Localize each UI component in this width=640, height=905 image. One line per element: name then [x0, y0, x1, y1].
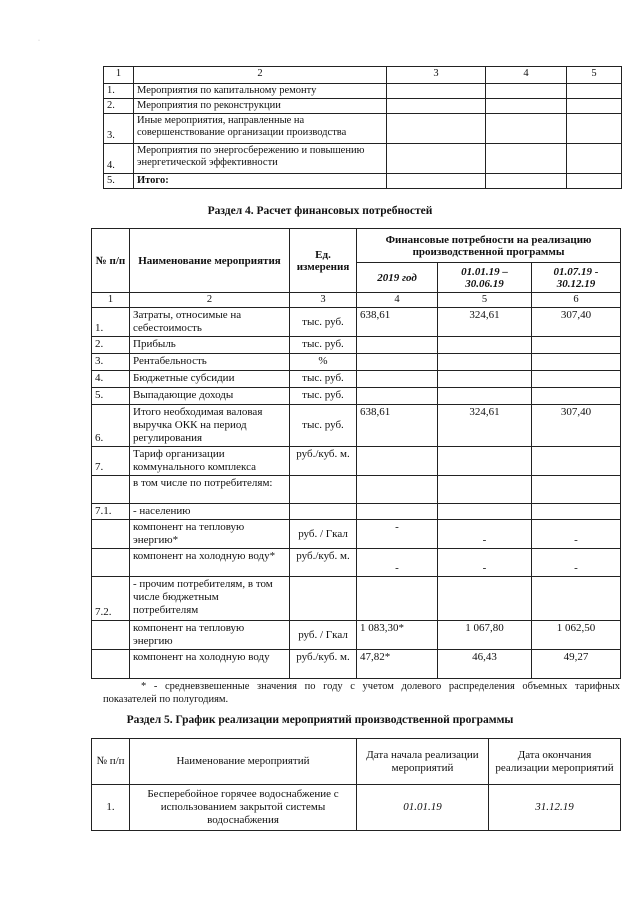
table-row: [92, 577, 621, 621]
row-name: - населению: [130, 504, 290, 520]
row-name: Тариф организации коммунального комплекса: [130, 447, 290, 476]
row-number: 7.1.: [92, 504, 130, 520]
column-numbers-row: [92, 293, 621, 308]
table-row: [92, 405, 621, 447]
col-header: 3: [387, 67, 486, 84]
value-cell: 47,82*: [357, 650, 438, 679]
row-name: компонент на холодную воду*: [130, 549, 290, 577]
col-header-start: Дата начала реализации мероприятий: [357, 739, 489, 785]
col-header: 4: [486, 67, 567, 84]
row-name: Затраты, относимые на себестоимость: [130, 308, 290, 337]
table-row: [92, 447, 621, 476]
row-number: 7.: [92, 447, 130, 476]
value-cell: 307,40: [532, 405, 621, 447]
row-name: Итого:: [134, 174, 387, 189]
value-cell: 46,43: [438, 650, 532, 679]
scan-mark: ·: [38, 38, 40, 44]
measures-table: [103, 66, 622, 189]
table-row: [104, 99, 622, 114]
col-number: 4: [357, 293, 438, 308]
row-number: 5.: [92, 388, 130, 405]
col-header-name: Наименование мероприятия: [130, 229, 290, 293]
table-header-row: [92, 739, 621, 785]
row-unit: тыс. руб.: [290, 337, 357, 354]
table-row: [104, 174, 622, 189]
row-name: Мероприятия по реконструкции: [134, 99, 387, 114]
row-name: Бюджетные субсидии: [130, 371, 290, 388]
row-name: Мероприятия по капитальному ремонту: [134, 84, 387, 99]
row-number: 4.: [104, 144, 134, 174]
value-cell: -: [357, 549, 438, 577]
financial-needs-table: [91, 228, 621, 679]
row-name: Бесперебойное горячее водоснабжение с использованием закрытой системы водоснабжения: [130, 785, 357, 831]
value-cell: -: [438, 549, 532, 577]
row-name: в том числе по потребителям:: [130, 476, 290, 504]
value-cell: 324,61: [438, 308, 532, 337]
value-cell: 324,61: [438, 405, 532, 447]
row-name: Выпадающие доходы: [130, 388, 290, 405]
row-name: Иные мероприятия, направленные на совершенствование организации производства: [134, 114, 387, 144]
row-number: 2.: [104, 99, 134, 114]
value-cell: 1 083,30*: [357, 621, 438, 650]
value-cell: -: [438, 520, 532, 549]
col-header-num: № п/п: [92, 229, 130, 293]
col-number: 6: [532, 293, 621, 308]
value-cell: 49,27: [532, 650, 621, 679]
row-number: 5.: [104, 174, 134, 189]
value-cell: 638,61: [357, 308, 438, 337]
col-header-name: Наименование мероприятий: [130, 739, 357, 785]
col-header-financial: Финансовые потребности на реализацию производственной программы: [357, 229, 621, 263]
table-row: [92, 354, 621, 371]
row-name: - прочим потребителям, в том числе бюджетным потребителям: [130, 577, 290, 621]
schedule-table: [91, 738, 621, 831]
row-name: Мероприятия по энергосбережению и повышению энергетической эффективности: [134, 144, 387, 174]
row-unit: руб. / Гкал: [290, 621, 357, 650]
table-row: [104, 144, 622, 174]
row-number: 4.: [92, 371, 130, 388]
section-5-title: Раздел 5. График реализации мероприятий производственной программы: [126, 714, 514, 726]
value-cell: -: [532, 549, 621, 577]
row-unit: руб./куб. м.: [290, 447, 357, 476]
footnote: [103, 680, 620, 706]
col-header: 5: [567, 67, 622, 84]
table-row: [92, 388, 621, 405]
row-name: компонент на холодную воду: [130, 650, 290, 679]
value-cell: -: [532, 520, 621, 549]
value-cell: 307,40: [532, 308, 621, 337]
footnote-text: * - средневзвешенные значения по году с учетом долевого распределения объемных тарифных показателей по полугодиям.: [103, 681, 620, 705]
row-unit: руб. / Гкал: [290, 520, 357, 549]
col-header: 2: [134, 67, 387, 84]
col-header: 1: [104, 67, 134, 84]
table-row: [92, 504, 621, 520]
row-name: компонент на тепловую энергию: [130, 621, 290, 650]
row-name: Итого необходимая валовая выручка ОКК на период регулирования: [130, 405, 290, 447]
row-unit: руб./куб. м.: [290, 549, 357, 577]
row-number: 7.2.: [92, 577, 130, 621]
start-date: 01.01.19: [357, 785, 489, 831]
table-row: [92, 650, 621, 679]
value-cell: 638,61: [357, 405, 438, 447]
row-number: 2.: [92, 337, 130, 354]
table-header-row: [104, 67, 622, 84]
row-number: 1.: [92, 785, 130, 831]
col-number: 1: [92, 293, 130, 308]
col-number: 5: [438, 293, 532, 308]
row-unit: %: [290, 354, 357, 371]
value-cell: 1 062,50: [532, 621, 621, 650]
table-row: [92, 371, 621, 388]
table-row: [92, 520, 621, 549]
table-row: [104, 84, 622, 99]
row-name: Рентабельность: [130, 354, 290, 371]
col-header-period: 2019 год: [357, 263, 438, 293]
table-row: [104, 114, 622, 144]
row-number: 6.: [92, 405, 130, 447]
table-row: [92, 549, 621, 577]
col-header-period: 01.07.19 - 30.12.19: [532, 263, 621, 293]
table-header-row: [92, 229, 621, 263]
value-cell: -: [357, 520, 438, 549]
table-row: [92, 785, 621, 831]
row-unit: руб./куб. м.: [290, 650, 357, 679]
row-number: 3.: [104, 114, 134, 144]
end-date: 31.12.19: [489, 785, 621, 831]
row-number: 3.: [92, 354, 130, 371]
col-number: 3: [290, 293, 357, 308]
row-number: 1.: [104, 84, 134, 99]
table-row: [92, 337, 621, 354]
table-row: [92, 476, 621, 504]
row-unit: тыс. руб.: [290, 388, 357, 405]
value-cell: 1 067,80: [438, 621, 532, 650]
col-header-num: № п/п: [92, 739, 130, 785]
table-row: [92, 621, 621, 650]
col-number: 2: [130, 293, 290, 308]
row-unit: тыс. руб.: [290, 371, 357, 388]
row-name: Прибыль: [130, 337, 290, 354]
table-row: [92, 308, 621, 337]
col-header-period: 01.01.19 – 30.06.19: [438, 263, 532, 293]
row-unit: тыс. руб.: [290, 308, 357, 337]
section-4-title: Раздел 4. Расчет финансовых потребностей: [207, 205, 433, 217]
col-header-unit: Ед. измерения: [290, 229, 357, 293]
row-unit: тыс. руб.: [290, 405, 357, 447]
row-name: компонент на тепловую энергию*: [130, 520, 290, 549]
col-header-end: Дата окончания реализации мероприятий: [489, 739, 621, 785]
row-number: 1.: [92, 308, 130, 337]
